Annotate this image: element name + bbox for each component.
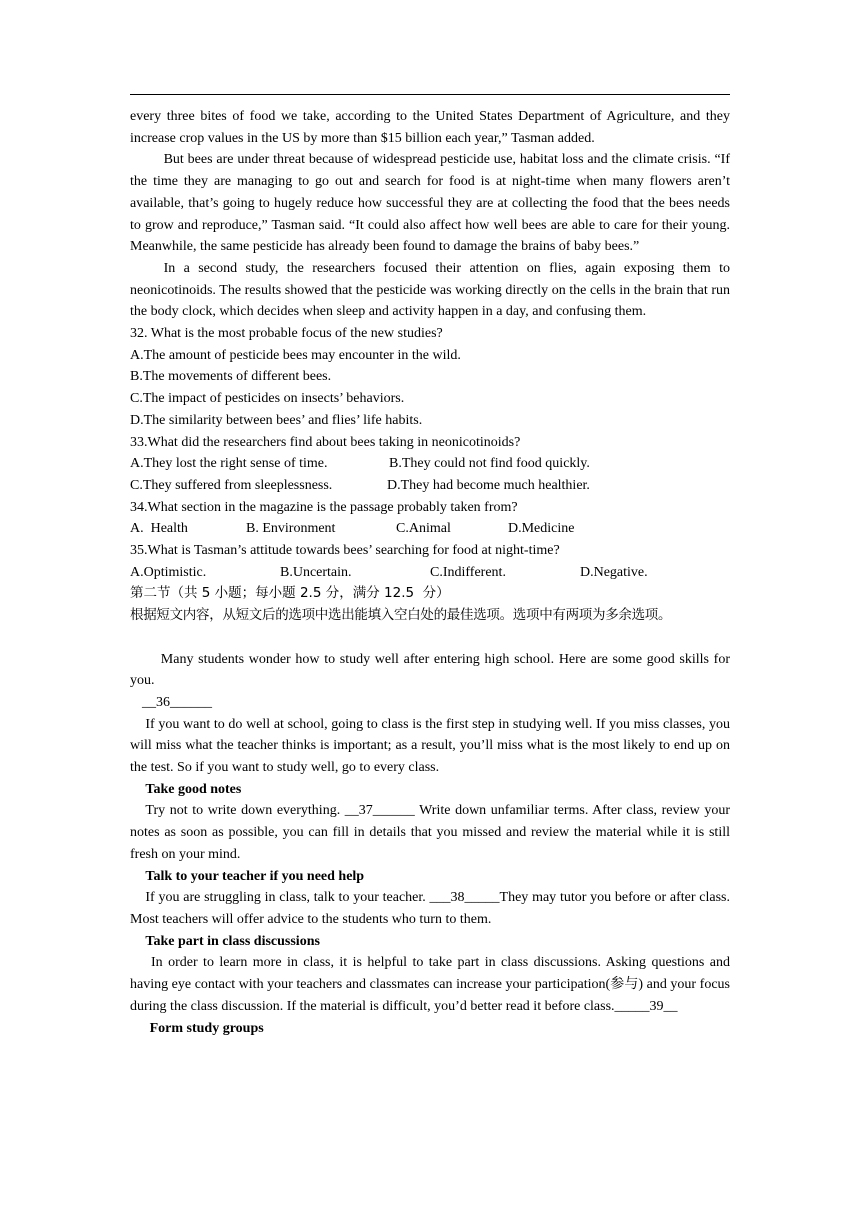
blank-36: __36______ [142,694,212,710]
question-35-stem: 35.What is Tasman’s attitude towards bees’ searching for food at night-time? [130,543,560,559]
question-35-option-c: C.Indifferent. [430,564,506,580]
paragraph-go-to-class: If you want to do well at school, going to class is the first step in studying well. If you miss classes, you will miss what the teacher thinks is important; as a result, you’ll miss what is the most likely to end up on the test. So if you want to study well, go to every class. [130,716,730,776]
question-32-option-c: C.The impact of pesticides on insects’ behaviors. [130,391,405,407]
heading-take-good-notes: Take good notes [145,781,242,797]
question-33-option-a: A.They lost the right sense of time. [130,456,328,472]
question-33-option-d: D.They had become much healthier. [387,477,590,493]
question-34-option-c: C.Animal [396,521,451,537]
question-33-options-row-1 [130,453,730,475]
section-2-instruction: 根据短文内容，从短文后的选项中选出能填入空白处的最佳选项。选项中有两项为多余选项。 [130,607,672,624]
question-32-option-a: A.The amount of pesticide bees may encounter in the wild. [130,347,461,363]
heading-talk-to-teacher: Talk to your teacher if you need help [145,868,365,884]
question-35-option-d: D.Negative. [580,564,648,580]
heading-form-study-groups: Form study groups [149,1020,264,1036]
paragraph-talk-to-teacher: If you are struggling in class, talk to your teacher. ___38_____They may tutor you before or after class. Most teachers will offer advice to the students who turn to them. [130,890,730,927]
passage-paragraph-second-study: In a second study, the researchers focused their attention on flies, again exposing them to neonicotinoids. The results showed that the pesticide was working directly on the cells in the brain that run the body clock, which decides when sleep and activity happen in a day, and confusing them. [130,260,730,320]
section-2-header: 第二节（共 5 小题；每小题 2.5 分，满分 12.5 分） [130,585,450,602]
paragraph-class-discussions: In order to learn more in class, it is helpful to take part in class discussions. Asking questions and having eye contact with your teachers and classmates can increase your participation(参与) and your focus during the class discussion. If the material is difficult, you’d better read it before class._____39__ [130,955,730,1014]
document-body [130,106,730,1039]
question-33-option-c: C.They suffered from sleeplessness. [130,477,333,493]
paragraph-take-good-notes: Try not to write down everything. __37______ Write down unfamiliar terms. After class, review your notes as soon as possible, you can fill in details that you missed and review the material while it is still fresh on your mind. [130,803,730,862]
question-35-option-b: B.Uncertain. [280,564,352,580]
heading-class-discussions: Take part in class discussions [145,933,320,949]
question-32-option-b: B.The movements of different bees. [130,369,332,385]
question-34-options-row [130,518,730,540]
question-34-option-a: A. Health [130,521,188,537]
question-34-option-d: D.Medicine [508,521,575,537]
question-32-stem: 32. What is the most probable focus of the new studies? [130,326,443,342]
question-34-stem: 34.What section in the magazine is the passage probably taken from? [130,499,518,515]
question-33-stem: 33.What did the researchers find about bees taking in neonicotinoids? [130,434,521,450]
question-33-option-b: B.They could not find food quickly. [389,456,590,472]
question-35-options-row [130,562,730,584]
question-34-option-b: B. Environment [246,521,336,537]
question-35-option-a: A.Optimistic. [130,564,207,580]
passage-2-intro: Many students wonder how to study well after entering high school. Here are some good skills for you. [130,651,730,689]
spacer [130,627,730,649]
question-33-options-row-2 [130,475,730,497]
header-rule [130,94,730,95]
passage-paragraph-continued: every three bites of food we take, according to the United States Department of Agriculture, and they increase crop values in the US by more than $15 billion each year,” Tasman added. [130,109,730,146]
question-32-option-d: D.The similarity between bees’ and flies’ life habits. [130,412,423,428]
passage-paragraph-threat: But bees are under threat because of widespread pesticide use, habitat loss and the climate crisis. “If the time they are managing to go out and search for food is at night-time when many flowers aren’t available, that’s going to hugely reduce how successful they are at collecting the food that the bees needs to grow and reproduce,” Tasman said. “It could also affect how well bees are able to care for their young. Meanwhile, the same pesticide has already been found to damage the brains of baby bees.” [130,152,730,255]
